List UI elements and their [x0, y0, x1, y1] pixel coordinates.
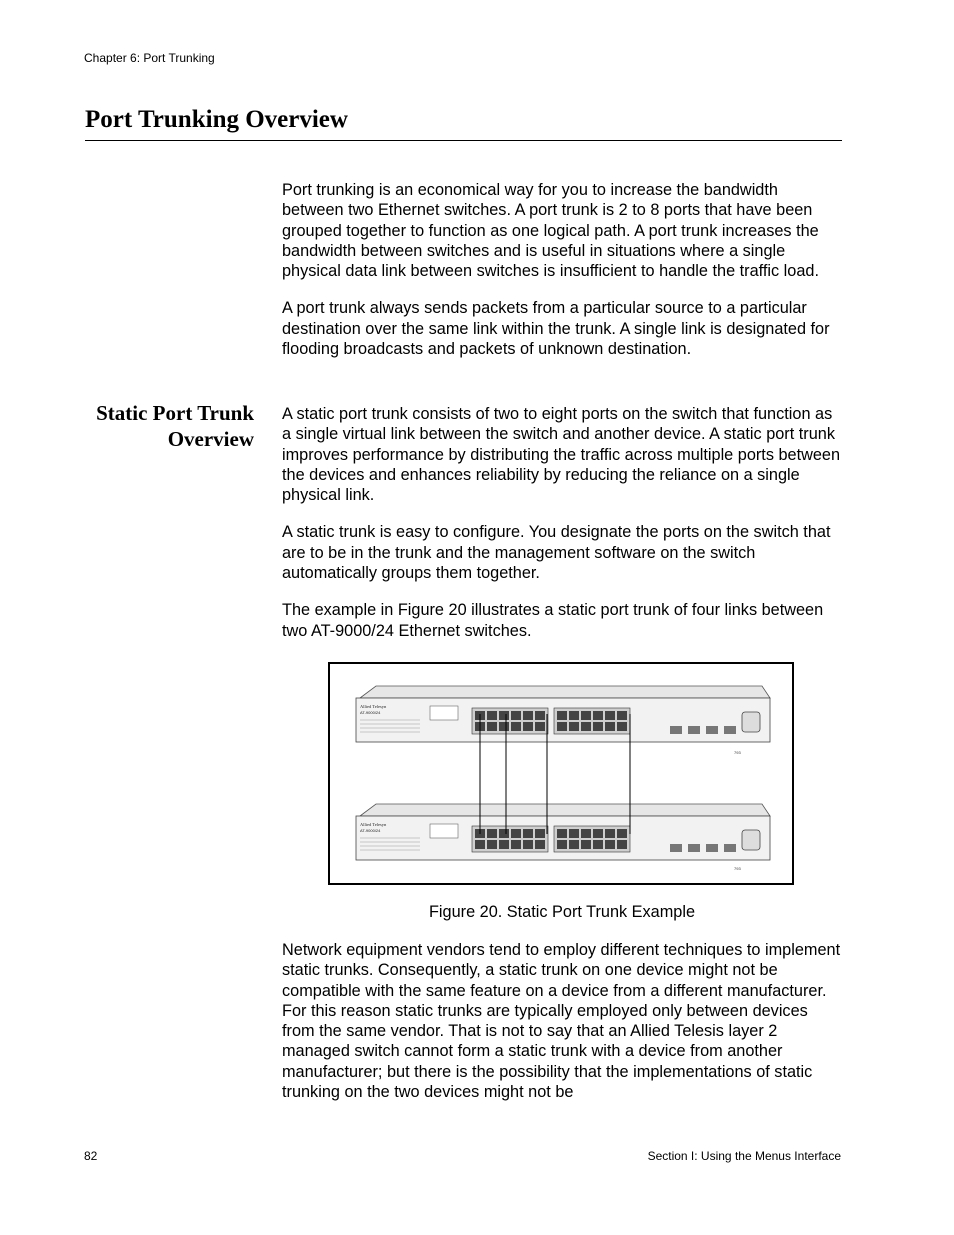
bottom-art-id: 793: [734, 866, 741, 871]
static-trunk-body: [282, 404, 844, 641]
bottom-switch-model: AT-9000/24: [360, 828, 381, 833]
intro-body: [282, 180, 844, 359]
top-switch-model: AT-9000/24: [360, 710, 381, 715]
switch-diagram: [330, 664, 792, 883]
static-paragraph-1: A static port trunk consists of two to eight ports on the switch that function as a single virtual link between the switch and another device. A static port trunk improves performance by distributing the traffic across multiple ports between the devices and enhances reliability by reducing the reliance on a single physical link.: [282, 405, 841, 505]
static-paragraph-3: The example in Figure 20 illustrates a static port trunk of four links between two AT-9000/24 Ethernet switches.: [282, 601, 824, 640]
subsection-title: [96, 400, 254, 452]
top-art-id: 793: [734, 750, 741, 755]
figure-caption: Figure 20. Static Port Trunk Example: [428, 903, 696, 921]
bottom-switch: [356, 804, 770, 871]
top-switch: [356, 686, 770, 755]
section-title: Port Trunking Overview: [85, 106, 348, 133]
vendor-body: [282, 940, 844, 1102]
title-rule: [85, 140, 842, 141]
running-head: Chapter 6: Port Trunking: [84, 51, 215, 65]
static-paragraph-4: Network equipment vendors tend to employ different techniques to implement static trunks. Consequently, a static trunk on one device might not be compatible with the same feature on a device from a different manufacturer. For this reason static trunks are typically employed only between devices from the same vendor. That is not to say that an Allied Telesis layer 2 managed switch cannot form a static trunk with a device from another manufacturer; but there is the possibility that the implementations of static trunking on the two devices might not be: [282, 941, 841, 1102]
intro-paragraph-2: A port trunk always sends packets from a particular source to a particular destination over the same link within the trunk. A single link is designated for flooding broadcasts and packets of unknown destination.: [282, 299, 830, 359]
bottom-switch-brand: Allied Telesyn: [360, 822, 387, 827]
footer-section-label: Section I: Using the Menus Interface: [647, 1149, 841, 1163]
subsection-title-line-2: Overview: [167, 427, 254, 451]
figure-static-port-trunk: [328, 662, 794, 885]
subsection-title-line-1: Static Port Trunk: [96, 401, 254, 425]
static-paragraph-2: A static trunk is easy to configure. You designate the ports on the switch that are to be in the trunk and the management software on the switch automatically groups them together.: [282, 523, 831, 583]
page-number: 82: [84, 1149, 98, 1163]
intro-paragraph-1: Port trunking is an economical way for you to increase the bandwidth between two Ethernet switches. A port trunk is 2 to 8 ports that have been grouped together to function as one logical path. A port trunk increases the bandwidth between switches and is useful in situations where a single physical data link between switches is insufficient to handle the traffic load.: [282, 181, 819, 281]
top-switch-brand: Allied Telesyn: [360, 704, 387, 709]
